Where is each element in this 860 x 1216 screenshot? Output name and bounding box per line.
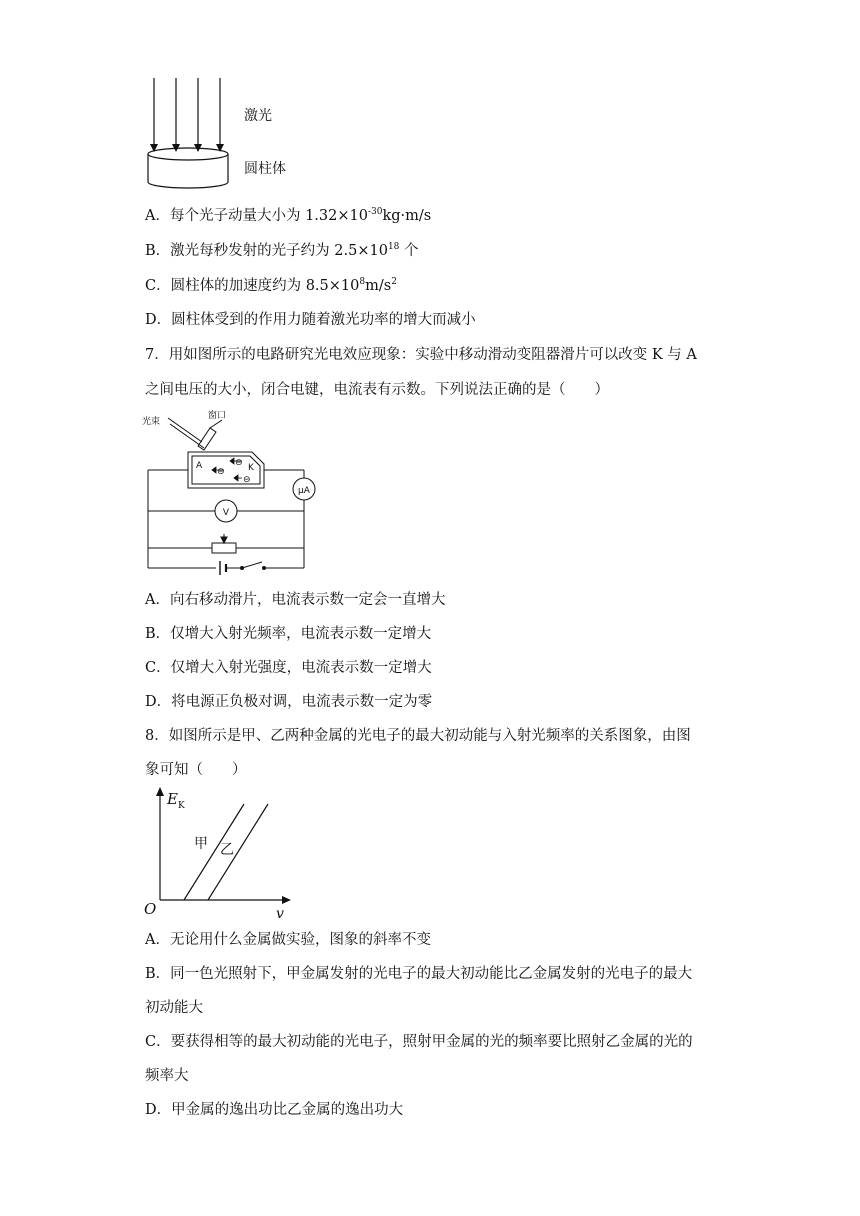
q6-option-c: C．圆柱体的加速度约为 $8.5\times 10^8m/s^2$ <box>145 277 397 294</box>
origin-label: O <box>144 900 157 918</box>
switch-symbol <box>242 562 262 568</box>
electron-symbol: ⊖ <box>243 475 251 485</box>
cylinder-shape <box>148 148 228 188</box>
q7-option-d: D．将电源正负极对调，电流表示数一定为零 <box>145 694 433 710</box>
q7-option-a: A．向右移动滑片，电流表示数一定会一直增大 <box>145 592 446 608</box>
y-axis-label: $E_K$ <box>167 790 185 811</box>
q8-option-c-line1: C．要获得相等的最大初动能的光电子，照射甲金属的光的频率要比照射乙金属的光的 <box>145 1034 693 1050</box>
ammeter-label: μA <box>298 486 310 496</box>
q7-stem-line1: 7．用如图所示的电路研究光电效应现象：实验中移动滑动变阻器滑片可以改变 K 与 A <box>145 347 697 363</box>
photoelectric-circuit-figure <box>140 408 320 578</box>
q7-option-b: B．仅增大入射光频率，电流表示数一定增大 <box>145 626 432 642</box>
q8-option-b-line1: B．同一色光照射下，甲金属发射的光电子的最大初动能比乙金属发射的光电子的最大 <box>145 966 693 982</box>
q8-option-a: A．无论用什么金属做实验，图象的斜率不变 <box>145 932 431 948</box>
q6-option-a: A．每个光子动量大小为 $1.32\times 10^{-30}kg\cdot m/s$ <box>145 207 432 224</box>
window-label: 窗口 <box>208 411 227 421</box>
laser-cylinder-figure <box>140 70 300 192</box>
line-jia-label: 甲 <box>194 836 208 852</box>
q7-option-c: C．仅增大入射光强度，电流表示数一定增大 <box>145 660 432 676</box>
laser-beam-arrows <box>150 78 224 152</box>
electron-symbol: ⊖ <box>235 458 243 468</box>
q6-option-b: B．激光每秒发射的光子约为 $2.5\times 10^{18}$ 个 <box>145 242 419 259</box>
q8-stem-line2: 象可知（ ） <box>145 762 247 778</box>
q8-option-d: D．甲金属的逸出功比乙金属的逸出功大 <box>145 1102 404 1118</box>
line-yi-label: 乙 <box>220 842 234 858</box>
anode-label: A <box>196 461 203 471</box>
x-axis-label: v <box>276 906 284 922</box>
q8-option-c-line2: 频率大 <box>145 1068 189 1084</box>
q7-stem-line2: 之间电压的大小，闭合电键，电流表有示数。下列说法正确的是（ ） <box>145 382 609 398</box>
q6-option-d: D．圆柱体受到的作用力随着激光功率的增大而减小 <box>145 312 476 328</box>
q8-stem-line1: 8．如图所示是甲、乙两种金属的光电子的最大初动能与入射光频率的关系图象，由图 <box>145 728 691 744</box>
cylinder-label: 圆柱体 <box>244 161 286 177</box>
line-yi <box>208 804 268 900</box>
q8-option-b-line2: 初动能大 <box>145 1000 203 1016</box>
cathode-label: K <box>248 463 254 473</box>
line-jia <box>184 804 244 900</box>
electron-symbol: ⊖ <box>217 467 225 477</box>
beam-label: 光束 <box>142 417 161 427</box>
laser-label: 激光 <box>244 108 272 124</box>
ek-frequency-graph <box>140 784 300 924</box>
voltmeter-label: V <box>222 508 230 518</box>
rheostat-symbol <box>212 543 236 553</box>
